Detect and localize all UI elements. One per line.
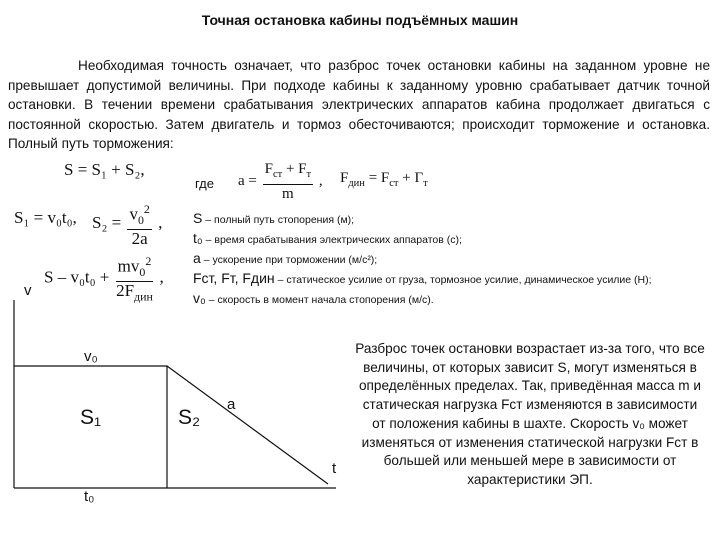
s1-label: S₁	[80, 406, 102, 429]
legend-item: a – ускорение при торможении (м/с²);	[193, 250, 378, 266]
page-title: Точная остановка кабины подъёмных машин	[201, 12, 519, 28]
legend-item: t₀ – время срабатывания электрических аппаратов (с);	[193, 230, 462, 246]
right-paragraph: Разброс точек остановки возрастает из-за того, что все величины, от которых зависит S, могут изменяться в определённых пределах. Так, приведённая масса m и статическая нагрузка Fст изменяются в зависимости от положения кабины в шахте. Скорость v₀ может изменяться от изменения статической нагрузки Fст в большей или меньшей мере в зависимости от характеристики ЭП.	[355, 341, 705, 487]
formula-stop-path: S – v₀t₀ + $\frac{mv_0^2}{2F_{дин}}$ ,	[44, 254, 164, 304]
intro-paragraph: Необходимая точность означает, что разброс точек остановки кабины на заданном уровне не превышает допустимой величины. При подходе кабины к заданному уровню срабатывает датчик точной остановки. В течении времени срабатывания электрических аппаратов кабина продолжает двигаться с постоянной скоростью. Затем двигатель и тормоз обесточиваются; происходит торможение и остановка. Полный путь торможения:	[8, 58, 710, 151]
s2-label: S₂	[178, 406, 201, 429]
formula-total-path-text: S = S₁ + S₂,	[64, 160, 145, 179]
speed-curve	[14, 366, 328, 484]
axis-t-label: t	[332, 460, 337, 477]
a-label: a	[227, 396, 236, 413]
t0-label: t₀	[84, 488, 95, 505]
legend-item: S – полный путь стопорения (м);	[193, 210, 355, 226]
formula-stop-path-text: S – v₀t₀ +	[44, 267, 110, 287]
v0-label: v₀	[84, 348, 98, 365]
legend-item: Fст, Fт, Fдин – статическое усилие от груза, тормозное усилие, динамическое усилие (Н);	[193, 270, 652, 286]
formula-s2-text: S₂ =	[92, 212, 122, 232]
where-label: где	[195, 176, 214, 191]
formula-dynamic-force: $F_{дин} = F_{ст} + Г_т$	[340, 170, 428, 189]
formula-acceleration: a = $\frac{F_{ст} + F_т}{m}$ ,	[238, 161, 323, 202]
formula-s1-text: S₁ = v₀t₀,	[14, 208, 77, 227]
legend-item: v₀ – скорость в момент начала стопорения (м/с).	[193, 290, 434, 306]
formula-s2: S₂ = $\frac{v_0^2}{2a}$ ,	[92, 202, 163, 249]
axis-v-label: v	[24, 282, 32, 299]
